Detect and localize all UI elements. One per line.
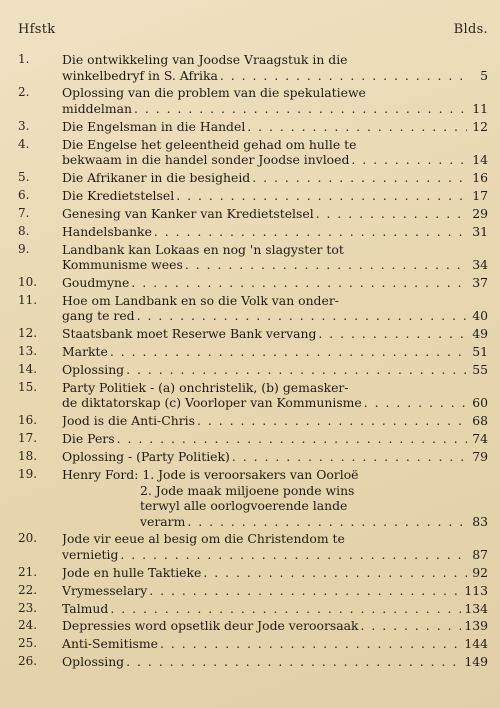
- page-number: 40: [472, 308, 488, 324]
- toc-entry: [18, 654, 488, 670]
- page-number: 149: [464, 654, 488, 670]
- chapter-title: [62, 170, 488, 186]
- toc-entry: [18, 601, 488, 617]
- page-number: 14: [472, 152, 488, 168]
- chapter-number: 15.: [18, 379, 38, 394]
- title-final-line: [62, 413, 488, 429]
- chapter-number: 20.: [18, 531, 38, 546]
- title-text: gang te red: [62, 308, 135, 324]
- chapter-title: [62, 467, 488, 529]
- toc-entry: [18, 137, 488, 168]
- title-text: verarm: [140, 513, 186, 529]
- title-text: Markte: [62, 344, 108, 360]
- chapter-title: [62, 362, 488, 378]
- title-text: Vrymesselary: [62, 582, 148, 598]
- title-line: Hoe om Landbank en so die Volk van onder-: [62, 292, 339, 308]
- dot-leader: [203, 565, 467, 581]
- toc-entry: [18, 618, 488, 634]
- page-number: 5: [480, 67, 488, 83]
- title-final-line: [62, 119, 488, 135]
- title-final-line: [62, 344, 488, 360]
- dot-leader: [120, 547, 467, 563]
- title-line: Henry Ford: 1. Jode is veroorsakers van Oorloë: [62, 467, 359, 483]
- page-column-label: Blds.: [453, 22, 488, 37]
- dot-leader: [220, 68, 467, 84]
- toc-entry: [18, 52, 488, 83]
- toc-entry: [18, 431, 488, 447]
- page-number: 139: [464, 618, 488, 634]
- chapter-title: [62, 583, 488, 599]
- page-number: 37: [472, 275, 488, 291]
- title-final-line: [62, 101, 488, 117]
- dot-leader: [361, 618, 462, 634]
- title-text: Genesing van Kanker van Kredietstelsel: [62, 205, 314, 221]
- title-text: Die Pers: [62, 431, 115, 447]
- chapter-number: 25.: [18, 636, 38, 651]
- page-number: 34: [472, 257, 488, 273]
- title-line: Die Engelse het geleentheid gehad om hulle te: [62, 136, 357, 152]
- toc-entry: [18, 413, 488, 429]
- chapter-title: [62, 224, 488, 240]
- dot-leader: [149, 583, 461, 599]
- page-number: 11: [472, 100, 488, 116]
- dot-leader: [351, 152, 467, 168]
- chapter-number: 17.: [18, 431, 38, 446]
- dot-leader: [160, 636, 461, 652]
- title-text: Oplossing - (Party Politiek): [62, 449, 230, 465]
- chapter-title: [62, 601, 488, 617]
- title-final-line: [62, 275, 488, 291]
- chapter-title: [62, 52, 488, 83]
- toc-entry: [18, 362, 488, 378]
- dot-leader: [110, 344, 467, 360]
- chapter-title: [62, 85, 488, 116]
- dot-leader: [176, 188, 467, 204]
- toc-entry: [18, 206, 488, 222]
- dot-leader: [252, 170, 467, 186]
- toc-entry: [18, 170, 488, 186]
- title-line-indented: terwyl alle oorlogvoerende lande: [140, 498, 348, 514]
- title-text: Jood is die Anti-Chris: [62, 413, 195, 429]
- page-number: 17: [472, 187, 488, 203]
- toc-entry: [18, 188, 488, 204]
- chapter-title: [62, 206, 488, 222]
- chapter-number: 8.: [18, 223, 30, 238]
- title-final-line: [62, 431, 488, 447]
- dot-leader: [197, 413, 467, 429]
- title-final-line: [62, 308, 488, 324]
- page-number: 51: [472, 344, 488, 360]
- dot-leader: [364, 395, 467, 411]
- title-line: Party Politiek - (a) onchristelik, (b) gemasker-: [62, 379, 349, 395]
- title-final-line: [62, 636, 488, 652]
- chapter-number: 26.: [18, 654, 38, 669]
- chapter-number: 14.: [18, 362, 38, 377]
- contents-header: [18, 22, 488, 38]
- title-final-line: [62, 618, 488, 634]
- chapter-title: [62, 242, 488, 273]
- chapter-title: [62, 293, 488, 324]
- chapter-title: [62, 137, 488, 168]
- dot-leader: [185, 257, 467, 273]
- title-final-line: [62, 188, 488, 204]
- title-text: vernietig: [62, 546, 119, 562]
- title-text: Die Kredietstelsel: [62, 187, 175, 203]
- chapter-number: 16.: [18, 413, 38, 428]
- title-text: bekwaam in die handel sonder Joodse invloed: [62, 152, 350, 168]
- dot-leader: [187, 514, 467, 530]
- title-text: Handelsbanke: [62, 223, 152, 239]
- page-number: 83: [472, 513, 488, 529]
- chapter-number: 3.: [18, 118, 30, 133]
- title-final-line: [62, 224, 488, 240]
- title-text: Jode en hulle Taktieke: [62, 564, 202, 580]
- title-final-line: [62, 601, 488, 617]
- toc-entry: [18, 242, 488, 273]
- dot-leader: [126, 654, 461, 670]
- title-line: Oplossing van die problem van die spekulatiewe: [62, 85, 366, 101]
- toc-entry: [18, 85, 488, 116]
- dot-leader: [131, 275, 467, 291]
- chapter-title: [62, 413, 488, 429]
- chapter-number: 9.: [18, 241, 30, 256]
- title-final-line: [62, 547, 488, 563]
- toc-entry: [18, 449, 488, 465]
- dot-leader: [137, 308, 467, 324]
- chapter-number: 12.: [18, 326, 38, 341]
- dot-leader: [154, 224, 467, 240]
- chapter-number: 10.: [18, 275, 38, 290]
- toc-entry: [18, 293, 488, 324]
- toc-entry: [18, 565, 488, 581]
- page-number: 16: [472, 170, 488, 186]
- title-final-line: [62, 565, 488, 581]
- table-of-contents: [18, 52, 488, 670]
- dot-leader: [134, 101, 467, 117]
- chapter-title: [62, 275, 488, 291]
- title-final-line: [62, 152, 488, 168]
- title-final-line: [62, 257, 488, 273]
- page-number: 31: [472, 223, 488, 239]
- page-number: 74: [472, 431, 488, 447]
- page-number: 144: [464, 636, 488, 652]
- chapter-title: [62, 188, 488, 204]
- chapter-number: 1.: [18, 52, 30, 66]
- toc-entry: [18, 380, 488, 411]
- dot-leader: [117, 431, 467, 447]
- page-number: 68: [472, 413, 488, 429]
- title-line: Die ontwikkeling van Joodse Vraagstuk in die: [62, 52, 348, 67]
- chapter-title: [62, 565, 488, 581]
- title-final-line: [62, 362, 488, 378]
- dot-leader: [247, 119, 467, 135]
- chapter-title: [62, 636, 488, 652]
- dot-leader: [316, 206, 467, 222]
- dot-leader: [110, 601, 461, 617]
- title-text: winkelbedryf in S. Afrika: [62, 67, 218, 83]
- title-text: Staatsbank moet Reserwe Bank vervang: [62, 326, 317, 342]
- chapter-title: [62, 449, 488, 465]
- dot-leader: [126, 362, 467, 378]
- chapter-number: 7.: [18, 205, 30, 220]
- toc-entry: [18, 119, 488, 135]
- title-text: Die Afrikaner in die besigheid: [62, 170, 251, 186]
- title-text: Oplossing: [62, 654, 125, 670]
- toc-entry: [18, 344, 488, 360]
- title-line-indented: 2. Jode maak miljoene ponde wins: [140, 482, 355, 498]
- title-final-line: [62, 206, 488, 222]
- chapter-number: 22.: [18, 582, 38, 597]
- title-final-line: [62, 449, 488, 465]
- title-text: Die Engelsman in die Handel: [62, 118, 246, 134]
- page-number: 60: [472, 395, 488, 411]
- title-final-line: [62, 583, 488, 599]
- title-text: Kommunisme wees: [62, 257, 183, 273]
- toc-entry: [18, 224, 488, 240]
- chapter-title: [62, 531, 488, 562]
- chapter-number: 21.: [18, 564, 38, 579]
- chapter-number: 11.: [18, 292, 38, 307]
- title-final-line: [62, 170, 488, 186]
- title-line: Landbank kan Lokaas en nog 'n slagyster tot: [62, 241, 344, 257]
- chapter-title: [62, 344, 488, 360]
- chapter-number: 23.: [18, 600, 38, 615]
- dot-leader: [318, 326, 467, 342]
- toc-entry: [18, 326, 488, 342]
- page-number: 29: [472, 205, 488, 221]
- title-final-line: [62, 514, 488, 530]
- title-final-line: [62, 68, 488, 84]
- chapter-title: [62, 654, 488, 670]
- page-number: 92: [472, 564, 488, 580]
- chapter-title: [62, 326, 488, 342]
- chapter-number: 13.: [18, 344, 38, 359]
- chapter-number: 18.: [18, 449, 38, 464]
- chapter-column-label: Hfstk: [18, 22, 56, 37]
- toc-entry: [18, 467, 488, 529]
- page-number: 79: [472, 449, 488, 465]
- toc-entry: [18, 583, 488, 599]
- chapter-number: 5.: [18, 170, 30, 185]
- page-number: 49: [472, 326, 488, 342]
- toc-entry: [18, 636, 488, 652]
- chapter-title: [62, 618, 488, 634]
- title-text: Talmud: [62, 600, 109, 616]
- chapter-number: 6.: [18, 187, 30, 202]
- page-number: 55: [472, 362, 488, 378]
- title-line: Jode vir eeue al besig om die Christendom te: [62, 531, 345, 547]
- chapter-number: 4.: [18, 136, 30, 151]
- title-text: Anti-Semitisme: [62, 636, 158, 652]
- title-text: middelman: [62, 100, 132, 116]
- chapter-title: [62, 380, 488, 411]
- title-text: Depressies word opsetlik deur Jode veroorsaak: [62, 618, 359, 634]
- title-final-line: [62, 326, 488, 342]
- toc-entry: [18, 531, 488, 562]
- page-number: 134: [464, 600, 488, 616]
- dot-leader: [232, 449, 467, 465]
- title-text: de diktatorskap (c) Voorloper van Kommunisme: [62, 395, 362, 411]
- page-number: 113: [464, 582, 488, 598]
- toc-entry: [18, 275, 488, 291]
- chapter-number: 24.: [18, 618, 38, 633]
- title-final-line: [62, 654, 488, 670]
- chapter-number: 2.: [18, 85, 30, 100]
- title-text: Goudmyne: [62, 275, 130, 291]
- page-number: 12: [472, 118, 488, 134]
- chapter-title: [62, 431, 488, 447]
- title-text: Oplossing: [62, 362, 125, 378]
- page-number: 87: [472, 546, 488, 562]
- chapter-title: [62, 119, 488, 135]
- chapter-number: 19.: [18, 467, 38, 482]
- title-final-line: [62, 395, 488, 411]
